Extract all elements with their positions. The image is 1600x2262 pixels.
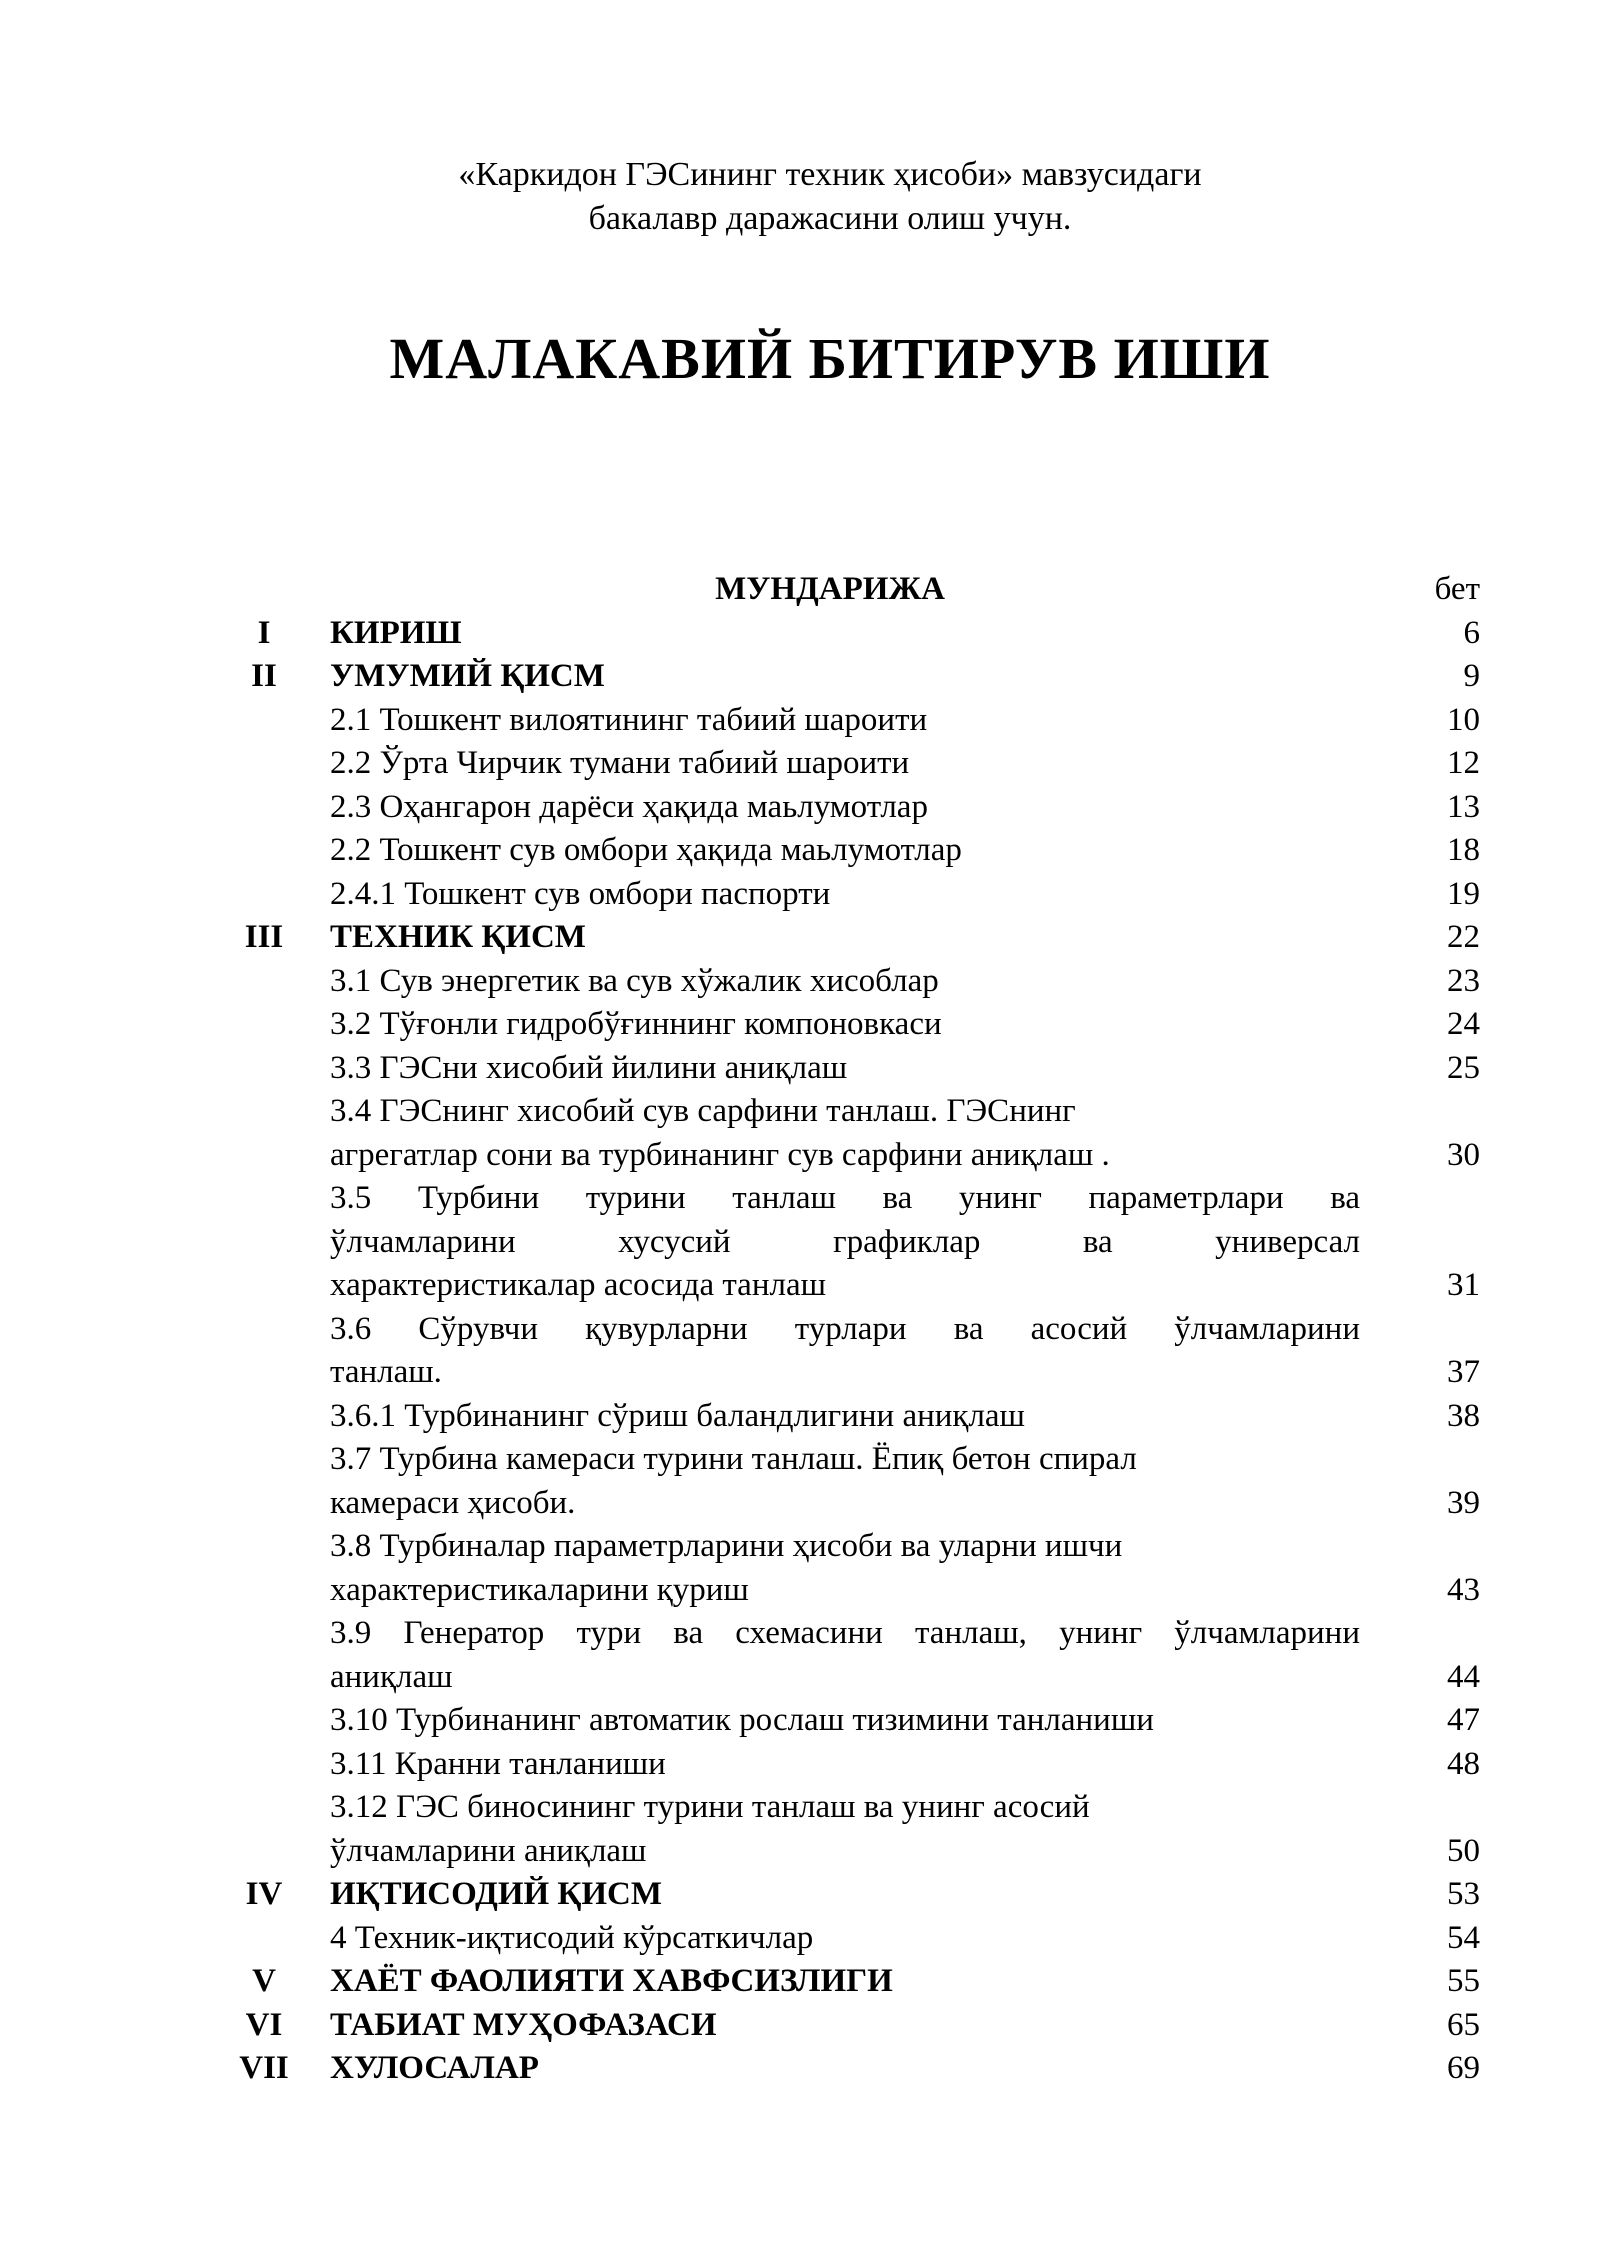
toc-entry-text: 3.6 Сўрувчи қувурларни турлари ва асосий ўлчамларини xyxy=(330,1310,1360,1347)
page-title: МАЛАКАВИЙ БИТИРУВ ИШИ xyxy=(389,326,1271,391)
toc-row xyxy=(0,1917,1600,1961)
toc-row xyxy=(0,1830,1600,1874)
toc-row xyxy=(0,1743,1600,1787)
toc-page-number: 50 xyxy=(1447,1832,1480,1869)
toc-row xyxy=(0,1960,1600,2004)
toc-entry-text: 3.3 ГЭСни хисобий йилини аниқлаш xyxy=(330,1049,848,1086)
toc-entry-text: 3.11 Кранни танланиши xyxy=(330,1745,666,1782)
toc-page-number: 65 xyxy=(1447,2006,1480,2043)
toc-section-number: I xyxy=(257,614,271,651)
toc-section-number: II xyxy=(251,658,277,694)
toc-row xyxy=(0,612,1600,656)
toc-entry-text: 2.2 Ўрта Чирчик тумани табиий шароити xyxy=(330,745,910,781)
toc-entry-text: 3.12 ГЭС биносининг турини танлаш ва унинг асосий xyxy=(330,1789,1090,1825)
toc-row xyxy=(0,1656,1600,1700)
toc-row xyxy=(0,1351,1600,1395)
toc-row xyxy=(0,1438,1600,1482)
toc-row xyxy=(0,960,1600,1004)
toc-entry-text: аниқлаш xyxy=(330,1658,453,1695)
intro-text xyxy=(0,153,1600,241)
toc-entry-text: 2.3 Оҳангарон дарёси ҳақида маьлумотлар xyxy=(330,788,928,825)
toc-entry-text: 3.4 ГЭСнинг хисобий сув сарфини танлаш. ГЭСнинг xyxy=(330,1093,1076,1129)
toc-row xyxy=(0,786,1600,830)
toc-row xyxy=(0,873,1600,917)
toc-entry-text: ИҚТИСОДИЙ ҚИСМ xyxy=(330,1876,662,1912)
toc-entry-text: ХАЁТ ФАОЛИЯТИ ХАВФСИЗЛИГИ xyxy=(330,1963,893,1999)
intro-line-2: бакалавр даражасини олиш учун. xyxy=(588,200,1072,237)
toc-section-number: V xyxy=(252,1963,276,1999)
toc-entry-text: ўлчамларини хусусий графиклар ва универсал xyxy=(330,1223,1360,1260)
toc-entry-text: 2.4.1 Тошкент сув омбори паспорти xyxy=(330,875,831,912)
toc-page-number: 69 xyxy=(1447,2050,1480,2086)
toc-row xyxy=(0,1090,1600,1134)
toc-header-row xyxy=(0,568,1600,612)
toc-entry-text: камераси ҳисоби. xyxy=(330,1484,576,1521)
toc-row xyxy=(0,742,1600,786)
toc-page-number: 31 xyxy=(1447,1267,1480,1303)
toc-row xyxy=(0,1308,1600,1352)
toc-page-number: 47 xyxy=(1447,1702,1480,1738)
toc-row xyxy=(0,655,1600,699)
toc-page-number: 55 xyxy=(1447,1963,1480,1999)
toc-entry-text: КИРИШ xyxy=(330,614,462,651)
table-of-contents xyxy=(0,568,1600,2091)
toc-page-number: 25 xyxy=(1447,1049,1480,1086)
toc-heading: МУНДАРИЖА xyxy=(715,571,945,607)
toc-entry-text: ХУЛОСАЛАР xyxy=(330,2050,539,2086)
toc-row xyxy=(0,1395,1600,1439)
toc-row xyxy=(0,1047,1600,1091)
toc-section-number: VII xyxy=(239,2050,289,2086)
toc-row xyxy=(0,1134,1600,1178)
toc-page-number: 22 xyxy=(1447,919,1480,955)
toc-page-number: 23 xyxy=(1447,962,1480,999)
toc-row xyxy=(0,1612,1600,1656)
toc-entry-text: ТАБИАТ МУҲОФАЗАСИ xyxy=(330,2006,717,2043)
toc-section-number: IV xyxy=(245,1876,283,1912)
toc-page-number: 9 xyxy=(1463,658,1480,694)
toc-entry-text: ўлчамларини аниқлаш xyxy=(330,1832,647,1869)
toc-row xyxy=(0,2004,1600,2048)
toc-page-number: 37 xyxy=(1447,1354,1480,1390)
toc-entry-text: характеристикалар асосида танлаш xyxy=(330,1267,827,1303)
toc-entry-text: УМУМИЙ ҚИСМ xyxy=(330,658,605,694)
toc-entry-text: 3.8 Турбиналар параметрларини ҳисоби ва уларни ишчи xyxy=(330,1528,1123,1564)
toc-page-number: 24 xyxy=(1447,1006,1480,1042)
toc-row xyxy=(0,1177,1600,1221)
toc-page-number: 48 xyxy=(1447,1745,1480,1782)
toc-entry-text: характеристикаларини қуриш xyxy=(330,1571,749,1608)
toc-page-number: 30 xyxy=(1447,1136,1480,1173)
toc-row xyxy=(0,699,1600,743)
toc-page-number: 38 xyxy=(1447,1397,1480,1434)
toc-entry-text: ТЕХНИК ҚИСМ xyxy=(330,919,586,955)
toc-row xyxy=(0,1699,1600,1743)
toc-page-number: 44 xyxy=(1447,1658,1480,1695)
toc-page-number: 10 xyxy=(1447,701,1480,738)
toc-page-number: 13 xyxy=(1447,788,1480,825)
toc-entry-text: 2.2 Тошкент сув омбори ҳақида маьлумотлар xyxy=(330,832,962,868)
toc-section-number: VI xyxy=(245,2006,283,2043)
toc-row xyxy=(0,1786,1600,1830)
toc-entry-text: 3.6.1 Турбинанинг сўриш баландлигини аниқлаш xyxy=(330,1397,1025,1434)
toc-page-number: 19 xyxy=(1447,875,1480,912)
toc-page-number: 6 xyxy=(1463,614,1480,651)
toc-row xyxy=(0,1525,1600,1569)
toc-page-number: 53 xyxy=(1447,1876,1480,1912)
toc-row xyxy=(0,1221,1600,1265)
toc-section-number: III xyxy=(244,919,284,955)
toc-entry-text: 3.9 Генератор тури ва схемасини танлаш, унинг ўлчамларини xyxy=(330,1615,1360,1651)
toc-row xyxy=(0,1003,1600,1047)
toc-rows xyxy=(0,612,1600,2091)
toc-row xyxy=(0,829,1600,873)
toc-row xyxy=(0,916,1600,960)
toc-page-number: 39 xyxy=(1447,1484,1480,1521)
intro-line-1: «Каркидон ГЭСининг техник ҳисоби» мавзусидаги xyxy=(458,156,1202,193)
toc-page-number: 18 xyxy=(1447,832,1480,868)
toc-page-number: 43 xyxy=(1447,1571,1480,1608)
toc-row xyxy=(0,1569,1600,1613)
toc-row xyxy=(0,1482,1600,1526)
toc-entry-text: 3.10 Турбинанинг автоматик рослаш тизимини танланиши xyxy=(330,1702,1154,1738)
toc-entry-text: 4 Техник-иқтисодий кўрсаткичлар xyxy=(330,1919,814,1956)
toc-row xyxy=(0,2047,1600,2091)
toc-row xyxy=(0,1873,1600,1917)
toc-page-header: бет xyxy=(1434,571,1480,607)
toc-entry-text: 3.1 Сув энергетик ва сув хўжалик хисоблар xyxy=(330,962,939,999)
toc-entry-text: танлаш. xyxy=(330,1354,442,1390)
toc-page-number: 54 xyxy=(1447,1919,1480,1956)
toc-entry-text: 3.2 Тўғонли гидробўғиннинг компоновкаси xyxy=(330,1006,942,1042)
toc-entry-text: 2.1 Тошкент вилоятининг табиий шароити xyxy=(330,701,928,738)
toc-entry-text: 3.5 Турбини турини танлаш ва унинг параметрлари ва xyxy=(330,1180,1360,1216)
toc-entry-text: 3.7 Турбина камераси турини танлаш. Ёпиқ бетон спирал xyxy=(330,1441,1137,1477)
toc-page-number: 12 xyxy=(1447,745,1480,781)
toc-entry-text: агрегатлар сони ва турбинанинг сув сарфини аниқлаш . xyxy=(330,1136,1110,1173)
toc-row xyxy=(0,1264,1600,1308)
